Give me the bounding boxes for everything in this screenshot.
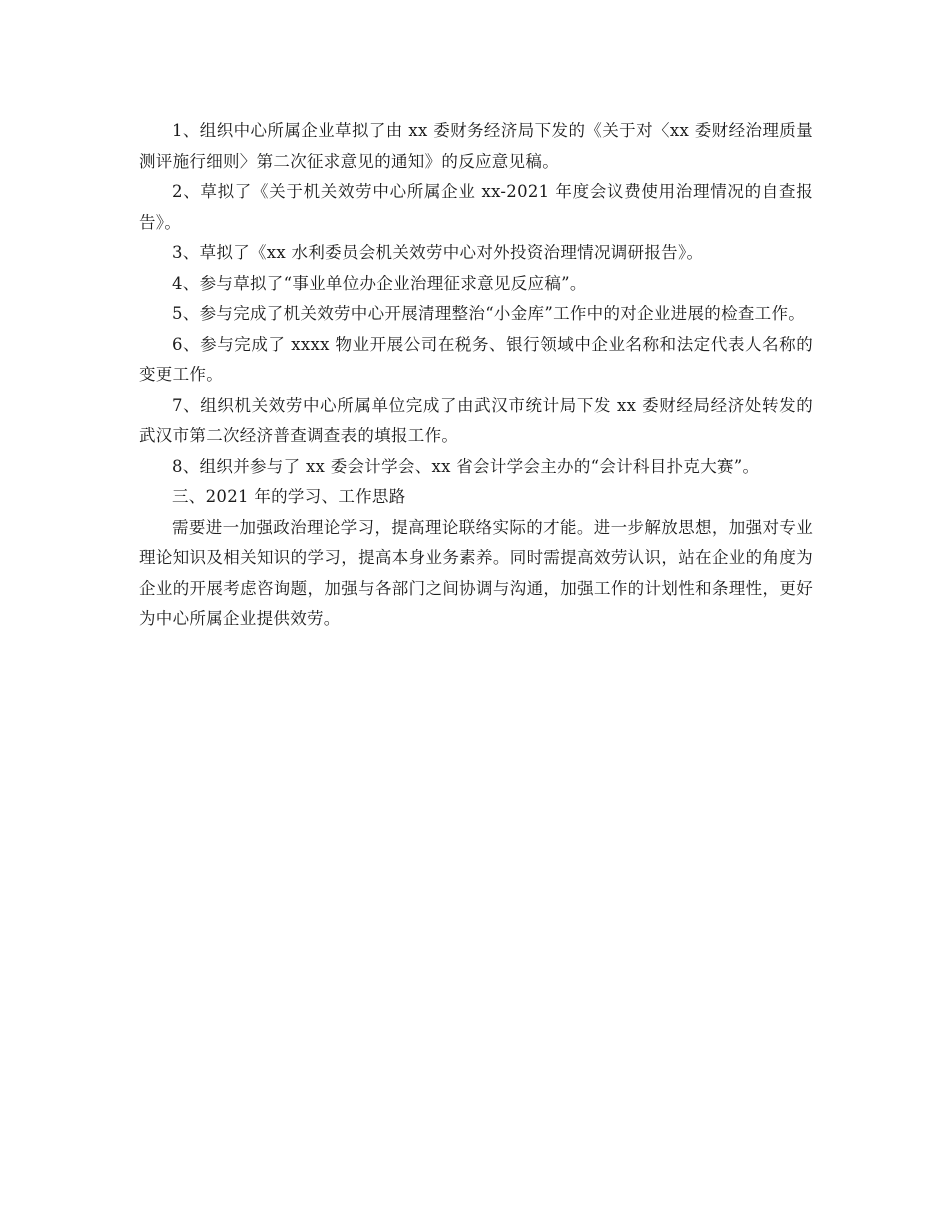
- list-item-8: 8、组织并参与了 xx 委会计学会、xx 省会计学会主办的“会计科目扑克大赛”。: [172, 456, 760, 476]
- list-item-7: 7、组织机关效劳中心所属单位完成了由武汉市统计局下发 xx 委财经局经济处转发的武汉市第二次经济普查调查表的填报工作。: [139, 395, 813, 445]
- document-body: [139, 116, 813, 635]
- list-item-6: 6、参与完成了 xxxx 物业开展公司在税务、银行领域中企业名称和法定代表人名称的变更工作。: [139, 334, 813, 384]
- list-item-3: 3、草拟了《xx 水利委员会机关效劳中心对外投资治理情况调研报告》。: [172, 243, 704, 262]
- list-item-5: 5、参与完成了机关效劳中心开展清理整治“小金库”工作中的对企业进展的检查工作。: [172, 304, 806, 323]
- closing-paragraph: 需要进一加强政治理论学习，提高理论联络实际的才能。进一步解放思想，加强对专业理论知识及相关知识的学习，提高本身业务素养。同时需提高效劳认识，站在企业的角度为企业的开展考虑咨询题，加强与各部门之间协调与沟通，加强工作的计划性和条理性，更好为中心所属企业提供效劳。: [139, 517, 813, 628]
- list-item-2: 2、草拟了《关于机关效劳中心所属企业 xx-2021 年度会议费使用治理情况的自查报告》。: [139, 182, 813, 232]
- list-item-1: 1、组织中心所属企业草拟了由 xx 委财务经济局下发的《关于对〈xx 委财经治理质量测评施行细则〉第二次征求意见的通知》的反应意见稿。: [139, 121, 813, 171]
- section-heading: 三、2021 年的学习、工作思路: [172, 487, 406, 506]
- list-item-4: 4、参与草拟了“事业单位办企业治理征求意见反应稿”。: [172, 273, 587, 293]
